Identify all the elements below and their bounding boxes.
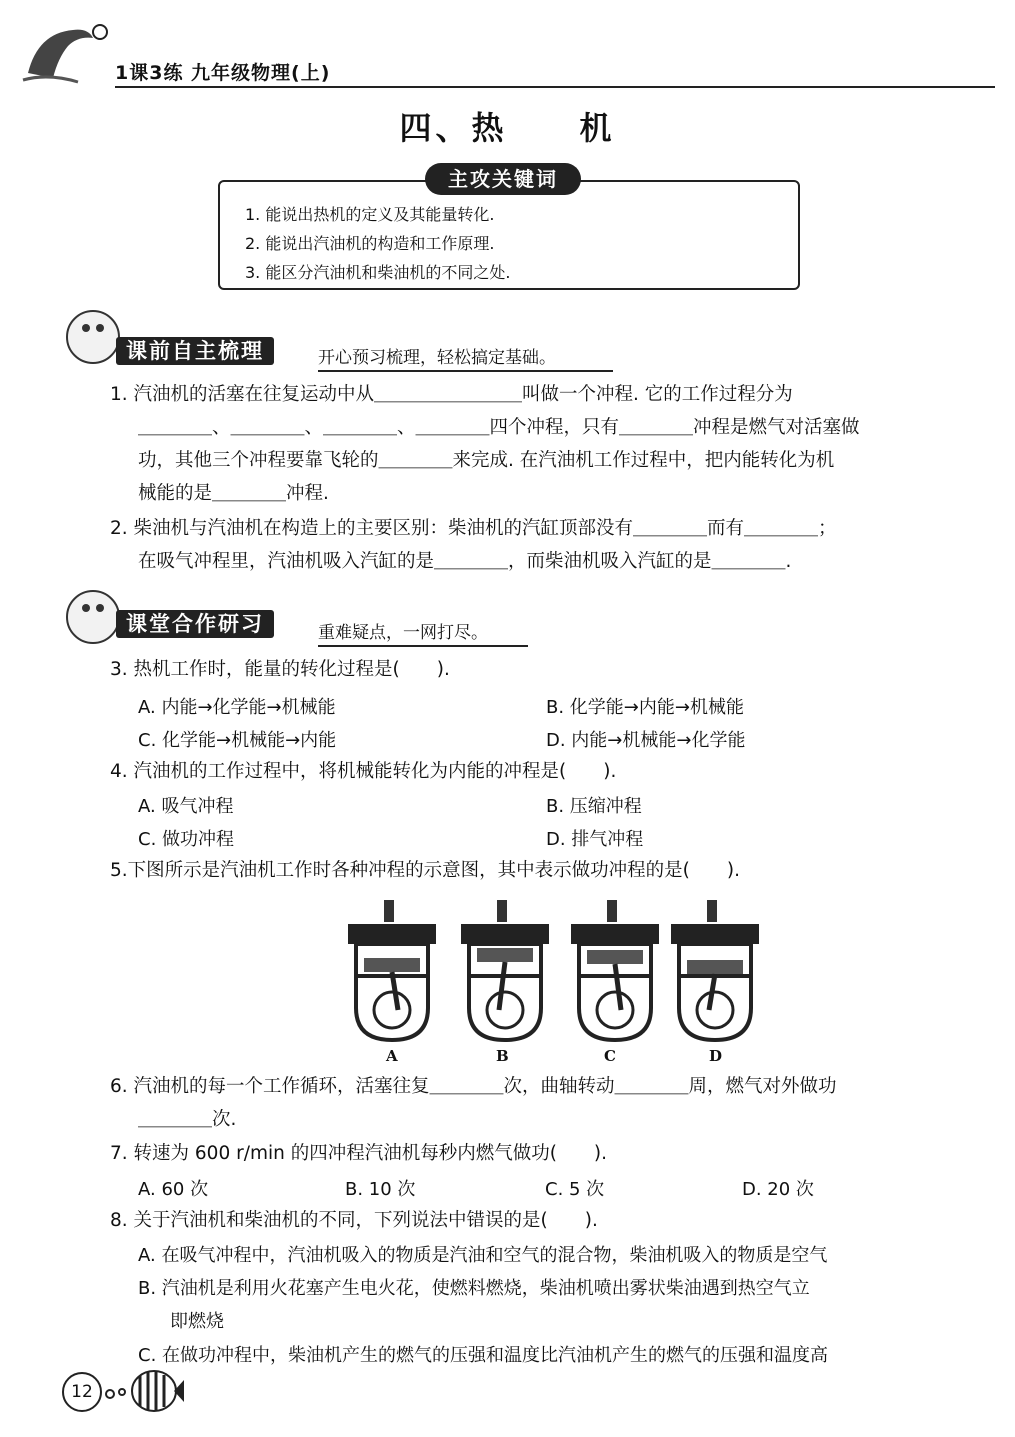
- option: C. 做功冲程: [138, 829, 235, 850]
- question-5-stem: 5.下图所示是汽油机工作时各种冲程的示意图，其中表示做功冲程的是( ).: [110, 860, 740, 881]
- question-1-line: 功，其他三个冲程要靠飞轮的＿＿＿＿来完成. 在汽油机工作过程中，把内能转化为机: [138, 450, 835, 471]
- dolphin-logo-icon: [18, 18, 108, 88]
- question-6-line: 6. 汽油机的每一个工作循环，活塞往复＿＿＿＿次，曲轴转动＿＿＿＿周，燃气对外做功: [110, 1076, 837, 1097]
- keyword-item: 3. 能区分汽油机和柴油机的不同之处.: [245, 263, 511, 282]
- section-subtitle: 重难疑点，一网打尽。: [318, 618, 528, 647]
- question-1-line: 1. 汽油机的活塞在往复运动中从＿＿＿＿＿＿＿＿叫做一个冲程. 它的工作过程分为: [110, 384, 793, 405]
- mascot-icon: [66, 310, 120, 364]
- option: B. 化学能→内能→机械能: [546, 697, 744, 718]
- question-4-stem: 4. 汽油机的工作过程中，将机械能转化为内能的冲程是( ).: [110, 761, 617, 782]
- option: A. 吸气冲程: [138, 796, 234, 817]
- header-brand: 1课3练 九年级物理(上): [115, 62, 331, 84]
- question-1-line: 械能的是＿＿＿＿冲程.: [138, 483, 329, 504]
- section-title: 课堂合作研习: [116, 610, 274, 638]
- header-divider: [115, 86, 995, 88]
- option: C. 在做功冲程中，柴油机产生的燃气的压强和温度比汽油机产生的燃气的压强和温度高: [138, 1345, 829, 1366]
- question-6-line: ＿＿＿＿次.: [138, 1109, 237, 1130]
- engine-diagram-d: [665, 898, 765, 1050]
- mascot-icon: [66, 590, 120, 644]
- question-7-stem: 7. 转速为 600 r/min 的四冲程汽油机每秒内燃气做功( ).: [110, 1143, 608, 1164]
- engine-diagram-a: [342, 898, 442, 1050]
- fish-icon: [102, 1366, 184, 1420]
- diagram-caption: D: [709, 1047, 723, 1065]
- keywords-badge: 主攻关键词: [425, 163, 581, 195]
- engine-diagram-b: [455, 898, 555, 1050]
- option: A. 在吸气冲程中，汽油机吸入的物质是汽油和空气的混合物，柴油机吸入的物质是空气: [138, 1245, 828, 1266]
- option-continuation: 即燃烧: [170, 1311, 224, 1332]
- option: A. 60 次: [138, 1179, 209, 1200]
- diagram-caption: C: [604, 1047, 616, 1065]
- question-2-line: 在吸气冲程里，汽油机吸入汽缸的是＿＿＿＿，而柴油机吸入汽缸的是＿＿＿＿.: [138, 551, 792, 572]
- section-subtitle: 开心预习梳理，轻松搞定基础。: [318, 343, 613, 372]
- page-number: 12: [62, 1372, 102, 1412]
- option: B. 10 次: [345, 1179, 416, 1200]
- diagram-caption: A: [386, 1047, 398, 1065]
- option: D. 内能→机械能→化学能: [546, 730, 746, 751]
- option: D. 排气冲程: [546, 829, 644, 850]
- option: B. 汽油机是利用火花塞产生电火花，使燃料燃烧，柴油机喷出雾状柴油遇到热空气立: [138, 1278, 810, 1299]
- question-8-stem: 8. 关于汽油机和柴油机的不同，下列说法中错误的是( ).: [110, 1210, 598, 1231]
- engine-diagram-c: [565, 898, 665, 1050]
- option: D. 20 次: [742, 1179, 814, 1200]
- option: C. 5 次: [545, 1179, 605, 1200]
- question-1-line: ＿＿＿＿、＿＿＿＿、＿＿＿＿、＿＿＿＿四个冲程，只有＿＿＿＿冲程是燃气对活塞做: [138, 417, 860, 438]
- option: C. 化学能→机械能→内能: [138, 730, 337, 751]
- option: B. 压缩冲程: [546, 796, 642, 817]
- question-3-stem: 3. 热机工作时，能量的转化过程是( ).: [110, 659, 450, 680]
- page-title: 四、热 机: [399, 109, 616, 147]
- section-title: 课前自主梳理: [116, 337, 274, 365]
- option: A. 内能→化学能→机械能: [138, 697, 336, 718]
- question-2-line: 2. 柴油机与汽油机在构造上的主要区别：柴油机的汽缸顶部没有＿＿＿＿而有＿＿＿＿；: [110, 518, 837, 539]
- diagram-caption: B: [496, 1047, 509, 1065]
- keyword-item: 1. 能说出热机的定义及其能量转化.: [245, 205, 495, 224]
- keyword-item: 2. 能说出汽油机的构造和工作原理.: [245, 234, 495, 253]
